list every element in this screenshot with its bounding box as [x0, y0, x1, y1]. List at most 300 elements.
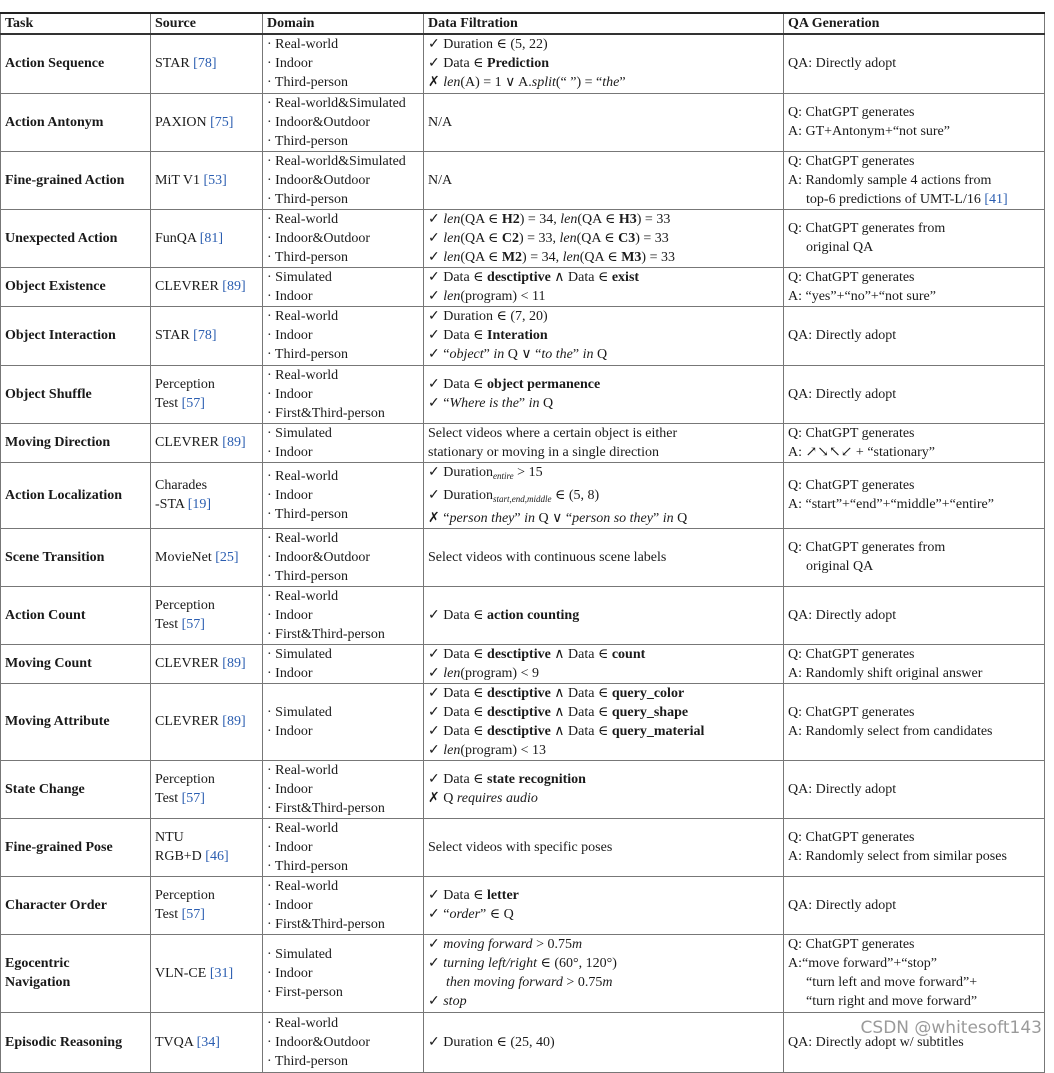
text: CLEVRER — [155, 435, 223, 450]
cell-line — [5, 654, 146, 673]
text: MiT V1 — [155, 172, 204, 188]
cell-line: · Third-person — [267, 858, 348, 874]
text: len — [443, 742, 461, 758]
text: -STA — [155, 497, 188, 512]
citation-link[interactable]: [34] — [196, 1034, 220, 1050]
text: entire — [493, 470, 514, 481]
text: to the — [541, 347, 573, 362]
text: ✓ “ — [428, 907, 450, 922]
task-cell — [1, 528, 151, 586]
domain-cell — [263, 209, 424, 267]
citation-link[interactable]: [75] — [210, 114, 234, 130]
cell-line: · Third-person — [267, 75, 348, 91]
source-cell — [151, 818, 263, 876]
cell-line — [155, 712, 258, 731]
table-row — [1, 306, 1045, 365]
citation-link[interactable]: [46] — [205, 849, 229, 864]
task-cell — [1, 818, 151, 876]
text: ∧ Data ∈ — [550, 685, 612, 701]
cell-line — [155, 886, 258, 905]
text: N/A — [428, 114, 453, 130]
cell-line: · Indoor&Outdoor — [267, 1034, 371, 1050]
citation-link[interactable]: [89] — [222, 435, 246, 450]
cell-line — [788, 385, 1040, 404]
qa-generation-cell — [784, 760, 1045, 818]
text: start,end,middle — [493, 493, 552, 504]
table-row — [1, 644, 1045, 683]
text: ” — [572, 347, 583, 362]
text: “turn left and move forward”+ — [806, 975, 978, 990]
text: ✓ Data ∈ — [428, 269, 488, 285]
text: state recognition — [487, 772, 586, 787]
table-row — [1, 683, 1045, 760]
header-domain: Domain — [263, 13, 424, 34]
citation-link[interactable]: [78] — [193, 328, 217, 343]
header-task: Task — [1, 13, 151, 34]
cell-line: · Real-world — [267, 588, 339, 604]
text: ✓ Duration ∈ (5, 22) — [428, 37, 548, 53]
text: len — [443, 230, 461, 246]
text: QA: Directly adopt w/ subtitles — [788, 1034, 964, 1050]
domain-cell — [263, 306, 424, 365]
cell-line: · First-person — [267, 984, 343, 1000]
qa-generation-cell — [784, 267, 1045, 306]
text: ✓ — [428, 288, 444, 304]
cell-line: · Real-world — [267, 878, 339, 894]
text: H3 — [618, 211, 637, 227]
text: ” — [619, 75, 626, 91]
text: ✓ — [428, 249, 444, 265]
text: CLEVRER — [155, 656, 223, 671]
text: Episodic Reasoning — [5, 1034, 123, 1050]
cell-line — [428, 394, 779, 413]
cell-line — [5, 385, 146, 404]
cell-line: · Third-person — [267, 191, 348, 207]
text: m — [571, 937, 583, 952]
cell-line — [5, 838, 146, 857]
cell-line: · Third-person — [267, 506, 348, 522]
text: len — [443, 665, 461, 681]
text: CLEVRER — [155, 714, 223, 729]
citation-link[interactable]: [41] — [984, 191, 1008, 207]
text: Select videos with continuous scene labels — [428, 549, 667, 565]
domain-cell — [263, 586, 424, 644]
citation-link[interactable]: [57] — [181, 791, 205, 806]
cell-line — [155, 113, 258, 132]
data-filtration-cell — [424, 462, 784, 528]
text: (program) < 13 — [460, 742, 546, 758]
text: A: Randomly select from similar poses — [788, 849, 1007, 864]
qa-generation-cell — [784, 528, 1045, 586]
table-row — [1, 209, 1045, 267]
text: ∈ (60°, 120°) — [536, 956, 617, 971]
text: object — [449, 347, 484, 362]
cell-line: · Simulated — [267, 425, 332, 441]
text: desctiptive — [487, 269, 551, 285]
source-cell — [151, 528, 263, 586]
qa-generation-cell — [784, 365, 1045, 423]
citation-link[interactable]: [89] — [222, 279, 246, 294]
source-cell — [151, 876, 263, 934]
text: ∧ Data ∈ — [550, 723, 612, 739]
cell-line — [155, 654, 258, 673]
cell-line — [428, 171, 779, 190]
citation-link[interactable]: [89] — [222, 656, 246, 671]
cell-line — [155, 596, 258, 615]
qa-generation-cell — [784, 34, 1045, 93]
cell-line — [788, 973, 1040, 992]
citation-link[interactable]: [89] — [222, 714, 246, 729]
text: ” — [514, 510, 525, 526]
text: (A) = 1 ∨ A. — [460, 75, 532, 91]
text: Q: ChatGPT generates — [788, 153, 915, 169]
table-body — [1, 34, 1045, 1072]
text: M3 — [621, 249, 642, 265]
domain-cell — [263, 644, 424, 683]
text: ✓ Data ∈ — [428, 723, 488, 739]
text: A: ↗↘↖↙ + “stationary” — [788, 444, 935, 460]
text: ∈ (5, 8) — [551, 487, 600, 503]
cell-line: · Indoor — [267, 665, 313, 681]
task-cell — [1, 34, 151, 93]
source-cell — [151, 34, 263, 93]
citation-link[interactable]: [57] — [181, 396, 205, 411]
text: NTU — [155, 830, 184, 845]
text: Prediction — [487, 56, 549, 72]
text: ✓ — [428, 956, 444, 971]
cell-line — [155, 171, 258, 190]
text: State Change — [5, 781, 85, 797]
cell-line — [155, 615, 258, 634]
text: (program) < 11 — [460, 288, 546, 304]
cell-line: · Real-world — [267, 309, 339, 324]
cell-line — [155, 847, 258, 866]
cell-line — [5, 954, 146, 973]
text: (QA ∈ — [577, 211, 619, 227]
text: query_material — [611, 723, 705, 739]
cell-line — [155, 375, 258, 394]
cell-line — [428, 905, 779, 924]
text: Q ∨ “ — [504, 347, 542, 362]
text: ✓ — [428, 665, 444, 681]
text: ✓ Data ∈ — [428, 646, 488, 662]
text: Q: ChatGPT generates — [788, 937, 915, 952]
cell-line — [428, 935, 779, 954]
source-cell — [151, 462, 263, 528]
cell-line — [428, 345, 779, 364]
text: STAR — [155, 56, 194, 72]
data-filtration-cell — [424, 365, 784, 423]
domain-cell — [263, 462, 424, 528]
text: (QA ∈ — [460, 249, 502, 265]
text: CLEVRER — [155, 279, 223, 294]
citation-link[interactable]: [78] — [193, 56, 217, 72]
text: Select videos where a certain object is either — [428, 425, 678, 441]
text: original QA — [806, 240, 874, 255]
table-row — [1, 34, 1045, 93]
text: ✓ Data ∈ — [428, 328, 488, 343]
text: QA: Directly adopt — [788, 897, 897, 913]
cell-line — [428, 1033, 779, 1052]
text: person they — [449, 510, 515, 526]
text: (QA ∈ — [579, 249, 622, 265]
text: Interation — [487, 328, 548, 343]
text: count — [611, 646, 646, 662]
citation-link[interactable]: [57] — [181, 907, 205, 922]
cell-line: · Indoor&Outdoor — [267, 549, 371, 565]
text: A: GT+Antonym+“not sure” — [788, 124, 950, 139]
text: ✓ — [428, 742, 444, 758]
cell-line — [788, 606, 1040, 625]
text: ✗ Q — [428, 791, 457, 806]
text: split — [531, 75, 556, 91]
table-row — [1, 876, 1045, 934]
source-cell — [151, 644, 263, 683]
text: object permanence — [487, 377, 601, 392]
text: len — [443, 211, 461, 227]
cell-line — [428, 287, 779, 306]
cell-line — [788, 780, 1040, 799]
data-filtration-cell — [424, 306, 784, 365]
text: Test — [155, 907, 182, 922]
text: A: “start”+“end”+“middle”+“entire” — [788, 497, 994, 512]
text: requires audio — [456, 791, 538, 806]
cell-line — [788, 122, 1040, 141]
text: len — [560, 211, 578, 227]
text: “turn right and move forward” — [806, 994, 978, 1009]
cell-line: · First&Third-person — [267, 916, 385, 932]
cell-line — [428, 722, 779, 741]
cell-line — [428, 973, 779, 992]
cell-line — [788, 326, 1040, 345]
text: turning left/right — [443, 956, 537, 971]
text: ✓ Duration — [428, 487, 493, 503]
cell-line — [788, 103, 1040, 122]
text: Q: ChatGPT generates — [788, 478, 915, 493]
text: Unexpected Action — [5, 230, 118, 246]
task-cell — [1, 876, 151, 934]
table-row — [1, 818, 1045, 876]
cell-line — [428, 548, 779, 567]
text: QA: Directly adopt — [788, 56, 897, 72]
text: top-6 predictions of UMT-L/16 — [806, 191, 985, 207]
text: > 0.75 — [532, 937, 572, 952]
cell-line — [788, 443, 1040, 462]
cell-line — [5, 780, 146, 799]
text: QA: Directly adopt — [788, 386, 897, 402]
domain-cell — [263, 934, 424, 1012]
text: (QA ∈ — [460, 211, 502, 227]
cell-line — [5, 548, 146, 567]
data-filtration-cell — [424, 876, 784, 934]
text: ✓ Duration ∈ (7, 20) — [428, 309, 548, 324]
domain-cell — [263, 151, 424, 209]
text: Moving Count — [5, 656, 92, 671]
cell-line: · Real-world — [267, 367, 339, 383]
cell-line: · Indoor — [267, 897, 313, 913]
text: N/A — [428, 172, 453, 188]
cell-line — [428, 229, 779, 248]
cell-line — [788, 268, 1040, 287]
domain-cell — [263, 760, 424, 818]
citation-link[interactable]: [19] — [187, 497, 212, 512]
cell-line: · Real-world — [267, 211, 339, 227]
text: A:“move forward”+“stop” — [788, 956, 938, 971]
cell-line: · Simulated — [267, 946, 332, 962]
cell-line: · First&Third-person — [267, 800, 385, 816]
text: (QA ∈ — [460, 230, 502, 246]
source-cell — [151, 209, 263, 267]
data-filtration-cell — [424, 760, 784, 818]
cell-line — [5, 973, 146, 992]
task-cell — [1, 586, 151, 644]
cell-line — [788, 287, 1040, 306]
cell-line — [428, 789, 779, 808]
cell-line: · Real-world — [267, 820, 339, 836]
cell-line — [788, 495, 1040, 514]
text: Where is the — [449, 396, 519, 411]
text: ” — [518, 396, 529, 411]
qa-generation-cell — [784, 93, 1045, 151]
cell-line — [788, 847, 1040, 866]
text: (program) < 9 — [460, 665, 539, 681]
text: Action Antonym — [5, 114, 104, 130]
text: Select videos with specific poses — [428, 839, 613, 855]
cell-line — [5, 712, 146, 731]
text: ✓ Data ∈ — [428, 685, 488, 701]
cell-line: · Indoor — [267, 839, 313, 855]
text: Q ∨ “ — [535, 510, 573, 526]
cell-line — [788, 703, 1040, 722]
text: Q: ChatGPT generates — [788, 830, 915, 845]
cell-line: · Indoor — [267, 444, 313, 460]
data-filtration-cell — [424, 1012, 784, 1072]
cell-line — [155, 495, 258, 514]
text: Moving Direction — [5, 435, 111, 450]
text: Q: ChatGPT generates from — [788, 221, 946, 236]
cell-line — [428, 741, 779, 760]
cell-line — [428, 248, 779, 267]
text: moving forward — [443, 937, 533, 952]
text: in — [528, 396, 540, 411]
cell-line: · Simulated — [267, 704, 332, 720]
cell-line: · Simulated — [267, 646, 332, 662]
text: len — [562, 249, 580, 265]
cell-line: · Real-world&Simulated — [267, 153, 406, 169]
cell-line — [155, 476, 258, 495]
header-qa-generation: QA Generation — [784, 13, 1045, 34]
cell-line — [155, 277, 258, 296]
cell-line — [428, 463, 779, 486]
cell-line — [428, 73, 779, 92]
data-filtration-cell — [424, 151, 784, 209]
cell-line — [155, 54, 258, 73]
cell-line — [428, 307, 779, 326]
cell-line: · Third-person — [267, 1053, 348, 1069]
cell-line: · Real-world — [267, 37, 339, 53]
task-cell — [1, 93, 151, 151]
cell-line — [5, 326, 146, 345]
cell-line — [155, 229, 258, 248]
cell-line — [428, 954, 779, 973]
text: ✓ — [428, 994, 444, 1009]
text: Scene Transition — [5, 549, 105, 565]
text: C2 — [501, 230, 519, 246]
text: desctiptive — [487, 646, 551, 662]
text: FunQA — [155, 230, 200, 246]
citation-link[interactable]: [57] — [181, 617, 205, 632]
cell-line — [428, 54, 779, 73]
cell-line — [5, 54, 146, 73]
cell-line — [5, 896, 146, 915]
text: RGB+D — [155, 849, 206, 864]
cell-line — [788, 190, 1040, 209]
task-cell — [1, 644, 151, 683]
data-filtration-cell — [424, 267, 784, 306]
task-cell — [1, 267, 151, 306]
qa-generation-cell — [784, 876, 1045, 934]
data-filtration-cell — [424, 644, 784, 683]
cell-line: · Indoor — [267, 723, 313, 739]
text: Object Shuffle — [5, 386, 92, 402]
text: Q: ChatGPT generates — [788, 269, 915, 285]
source-cell — [151, 267, 263, 306]
citation-link[interactable]: [25] — [215, 549, 239, 565]
cell-line — [5, 277, 146, 296]
text: stop — [443, 994, 467, 1009]
qa-generation-cell — [784, 818, 1045, 876]
source-cell — [151, 306, 263, 365]
cell-line — [428, 770, 779, 789]
cell-line — [788, 538, 1040, 557]
data-filtration-cell — [424, 93, 784, 151]
text: Navigation — [5, 975, 71, 990]
text: Q — [673, 510, 688, 526]
cell-line — [5, 113, 146, 132]
data-filtration-cell — [424, 934, 784, 1012]
text: ) = 33 — [641, 249, 675, 265]
text: ∧ Data ∈ — [550, 646, 612, 662]
cell-line — [155, 548, 258, 567]
data-filtration-cell — [424, 528, 784, 586]
domain-cell — [263, 93, 424, 151]
text: ✓ Data ∈ — [428, 704, 488, 720]
cell-line — [788, 557, 1040, 576]
text: ” ∈ Q — [480, 907, 514, 922]
cell-line — [5, 1033, 146, 1052]
text: A: Randomly shift original answer — [788, 665, 983, 681]
task-cell — [1, 683, 151, 760]
text: A: Randomly select from candidates — [788, 723, 993, 739]
qa-generation-cell — [784, 462, 1045, 528]
text: QA: Directly adopt — [788, 781, 897, 797]
text: STAR — [155, 328, 194, 343]
citation-link[interactable]: [81] — [199, 230, 224, 246]
cell-line — [428, 606, 779, 625]
text: ∧ Data ∈ — [550, 704, 612, 720]
cell-line — [428, 838, 779, 857]
cell-line: · Third-person — [267, 347, 348, 362]
text: A: “yes”+“no”+“not sure” — [788, 288, 936, 304]
citation-link[interactable]: [53] — [203, 172, 227, 188]
cell-line — [788, 664, 1040, 683]
text: letter — [487, 888, 519, 903]
text: ) = 33 — [635, 230, 669, 246]
citation-link[interactable]: [31] — [209, 965, 234, 981]
text: in — [582, 347, 594, 362]
text: ) = 34, — [522, 249, 563, 265]
text: Q: ChatGPT generates — [788, 646, 915, 662]
